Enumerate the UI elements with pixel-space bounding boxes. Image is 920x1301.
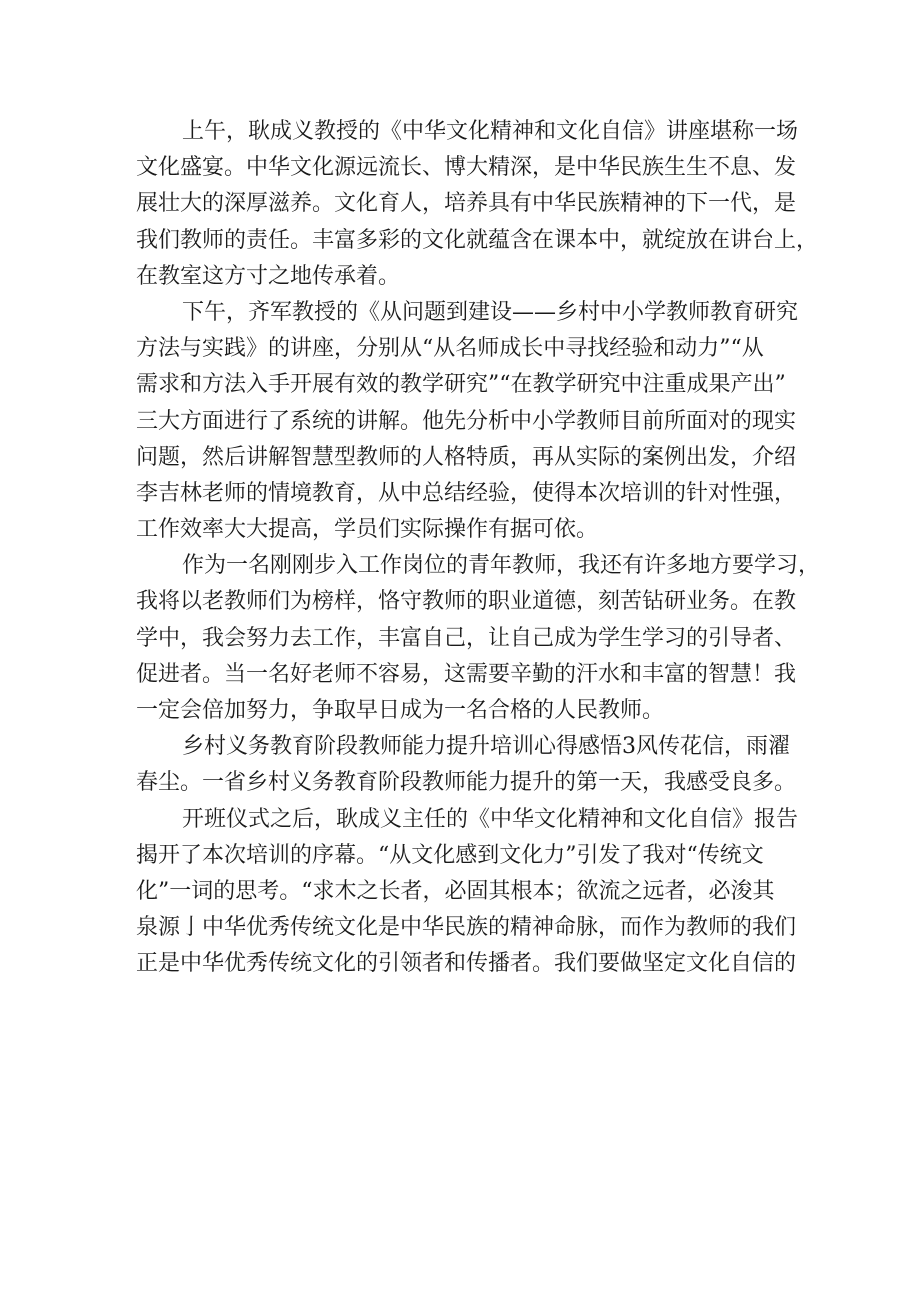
text-line: 上午，耿成义教授的《中华文化精神和文化自信》讲座堪称一场	[182, 119, 799, 144]
document-body	[136, 114, 821, 983]
text-line: 促进者。当一名好老师不容易，这需要辛勤的汗水和丰富的智慧！我	[136, 661, 797, 687]
text-line: 下午，齐军教授的《从问题到建设——乡村中小学教师教育研究	[182, 299, 799, 325]
text-line: 泉源亅中华优秀传统文化是中华民族的精神命脉，而作为教师的我们	[136, 915, 797, 941]
text-line: 展壮大的深厚滋养。文化育人，培养具有中华民族精神的下一代，是	[136, 191, 797, 217]
paragraph-4	[136, 729, 796, 801]
text-line: 一定会倍加努力，争取早日成为一名合格的人民教师。	[136, 698, 665, 723]
text-line: 乡村义务教育阶段教师能力提升培训心得感悟3风传花信，雨濯	[182, 734, 790, 760]
text-line: 学中，我会努力去工作，丰富自己，让自己成为学生学习的引导者、	[136, 625, 797, 651]
text-line: 工作效率大大提高，学员们实际操作有据可依。	[136, 517, 599, 543]
text-line: 正是中华优秀传统文化的引领者和传播者。我们要做坚定文化自信的	[136, 951, 797, 977]
text-line: 问题，然后讲解智慧型教师的人格特质，再从实际的案例出发，介绍	[136, 444, 797, 470]
text-line: 化”一词的思考。“求木之长者，必固其根本；欲流之远者，必浚其	[136, 878, 775, 904]
text-line: 方法与实践》的讲座，分别从“从名师成长中寻找经验和动力”“从	[136, 336, 764, 362]
text-line: 李吉林老师的情境教育，从中总结经验，使得本次培训的针对性强，	[136, 480, 797, 506]
text-line: 作为一名刚刚步入工作岗位的青年教师，我还有许多地方要学习，	[182, 553, 821, 579]
paragraph-3	[136, 548, 821, 729]
text-line: 文化盛宴。中华文化源远流长、博大精深，是中华民族生生不息、发	[136, 155, 797, 181]
text-line: 需求和方法入手开展有效的教学研究”“在教学研究中注重成果产出”	[136, 372, 786, 398]
text-line: 揭开了本次培训的序幕。“从文化感到文化力”引发了我对“传统文	[136, 842, 764, 868]
text-line: 我们教师的责任。丰富多彩的文化就蕴含在课本中，就绽放在讲台上，	[136, 227, 819, 253]
text-line: 开班仪式之后，耿成义主任的《中华文化精神和文化自信》报告	[182, 806, 799, 832]
text-line: 三大方面进行了系统的讲解。他先分析中小学教师目前所面对的现实	[136, 408, 797, 434]
text-line: 春尘。一省乡村义务教育阶段教师能力提升的第一天，我感受良多。	[136, 770, 797, 796]
text-line: 我将以老教师们为榜样，恪守教师的职业道德，刻苦钻研业务。在教	[136, 589, 797, 615]
paragraph-1	[136, 114, 819, 295]
paragraph-2	[136, 295, 799, 548]
text-line: 在教室这方寸之地传承着。	[136, 263, 401, 289]
paragraph-5	[136, 802, 799, 983]
